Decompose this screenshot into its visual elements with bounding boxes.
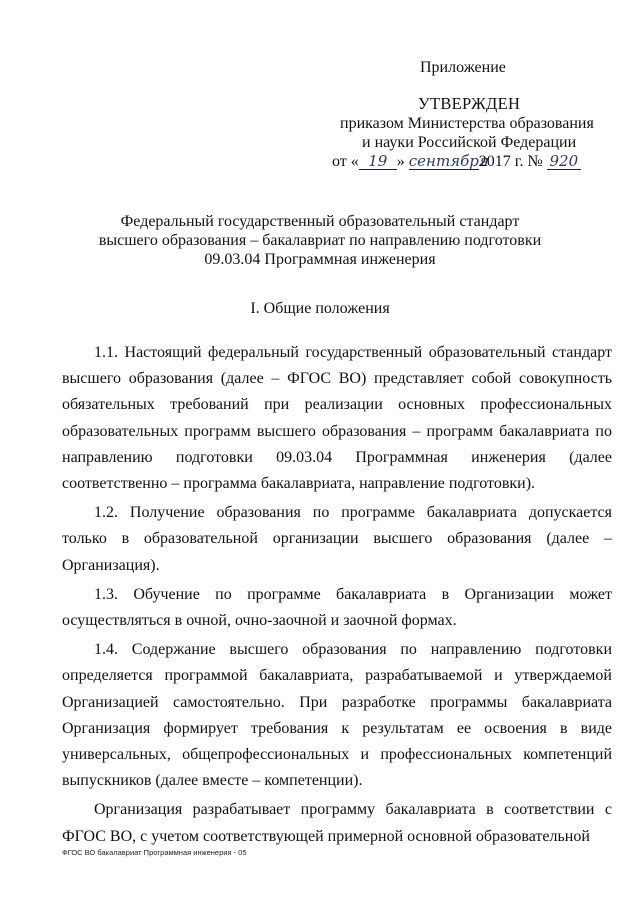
paragraph-1-2: 1.2. Получение образования по программе бакалавриата допускается только в образовательной организации высшего образования (далее – Организация).: [62, 504, 612, 574]
paragraph-organization: Организация разрабатывает программу бакалавриата в соответствии с ФГОС ВО, с учетом соответствующей примерной основной образовательной: [62, 801, 612, 845]
order-line-1: приказом Министерства образования: [340, 115, 594, 132]
page-footer: ФГОС ВО бакалавриат Программная инженерия - 05: [62, 848, 247, 857]
paragraph-1-1: 1.1. Настоящий федеральный государственный образовательный стандарт высшего образования (далее – ФГОС ВО) представляет собой совокупность обязательных требований при реализации основных профессиональных образовательных программ высшего образования – программ бакалавриата по направлению подготовки 09.03.04 Программная инженерия (далее соответственно – программа бакалавриата, направление подготовки).: [62, 344, 612, 493]
title-line-3: 09.03.04 Программная инженерия: [204, 251, 436, 268]
order-line-2: и науки Российской Федерации: [362, 134, 577, 151]
handwritten-month: сентября: [408, 152, 489, 170]
approved-heading: УТВЕРЖДЕН: [418, 94, 521, 113]
date-prefix: от «: [332, 153, 359, 170]
paragraph-1-4: 1.4. Содержание высшего образования по направлению подготовки определяется программой бакалавриата, разрабатываемой и утверждаемой Организацией самостоятельно. При разработке программы бакалавриата Организация формирует требования к результатам ее освоения в виде универсальных, общепрофессиональных и профессиональных компетенций выпускников (далее вместе – компетенции).: [62, 641, 612, 790]
order-date-line: [332, 152, 581, 171]
section-heading: I. Общие положения: [250, 300, 390, 317]
appendix-label: Приложение: [420, 59, 506, 76]
title-line-1: Федеральный государственный образовательный стандарт: [120, 213, 520, 230]
document-body: [62, 340, 612, 850]
document-title: [60, 212, 580, 269]
date-mid: »: [396, 153, 405, 170]
paragraph-1-3: 1.3. Обучение по программе бакалавриата в Организации может осуществляться в очной, очно-заочной и заочной формах.: [62, 585, 612, 630]
title-line-2: высшего образования – бакалавриат по направлению подготовки: [98, 232, 542, 249]
date-year: 2017 г. №: [478, 153, 543, 170]
handwritten-day: 19: [359, 153, 397, 170]
handwritten-order-number: 920: [547, 153, 581, 170]
